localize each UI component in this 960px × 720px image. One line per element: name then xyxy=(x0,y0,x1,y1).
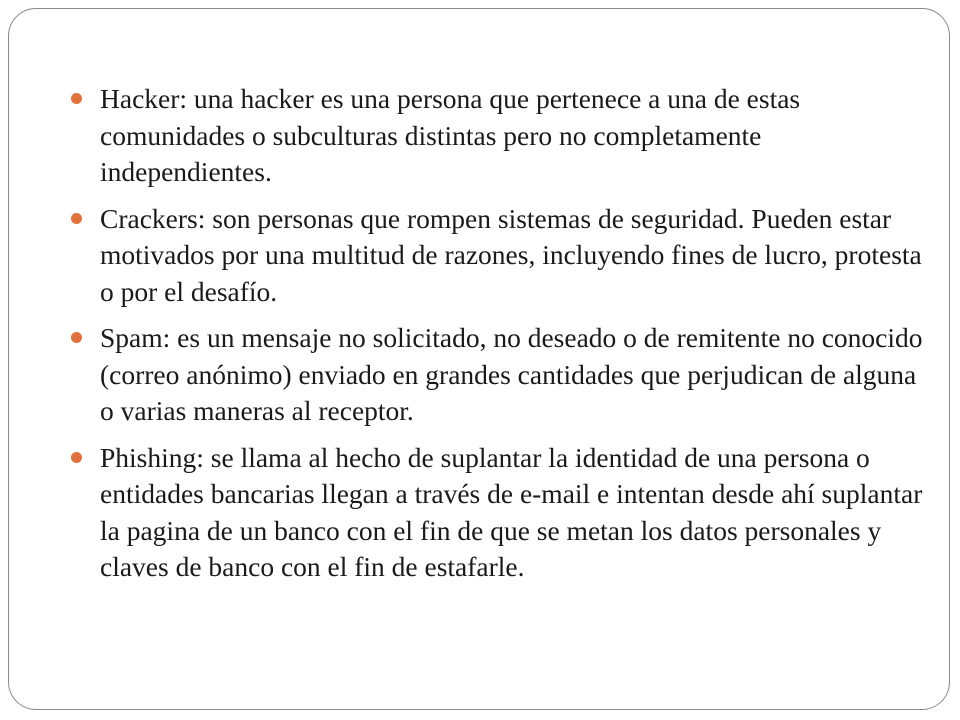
bullet-text: Crackers: son personas que rompen sistemas de seguridad. Pueden estar motivados por una multitud de razones, incluyendo fines de lucro, protesta o por el desafío. xyxy=(100,202,922,307)
bullet-dot-icon xyxy=(71,93,82,104)
bullet-item-spam xyxy=(69,320,929,430)
bullet-list xyxy=(69,81,929,596)
bullet-text: Spam: es un mensaje no solicitado, no deseado o de remitente no conocido (correo anónimo) enviado en grandes cantidades que perjudican de alguna o varias maneras al receptor. xyxy=(100,322,923,426)
bullet-item-crackers xyxy=(69,201,929,311)
bullet-dot-icon xyxy=(71,213,82,224)
bullet-dot-icon xyxy=(71,332,82,343)
bullet-text: Hacker: una hacker es una persona que pertenece a una de estas comunidades o subculturas distintas pero no completamente independientes. xyxy=(100,83,801,187)
bullet-item-hacker xyxy=(69,81,929,191)
slide-frame xyxy=(8,8,950,710)
bullet-item-phishing xyxy=(69,440,929,586)
bullet-text: Phishing: se llama al hecho de suplantar la identidad de una persona o entidades bancarias llegan a través de e-mail e intentan desde ahí suplantar la pagina de un banco con el fin de que se metan los datos personales y claves de banco con el fin de estafarle. xyxy=(100,441,923,582)
bullet-dot-icon xyxy=(71,452,82,463)
